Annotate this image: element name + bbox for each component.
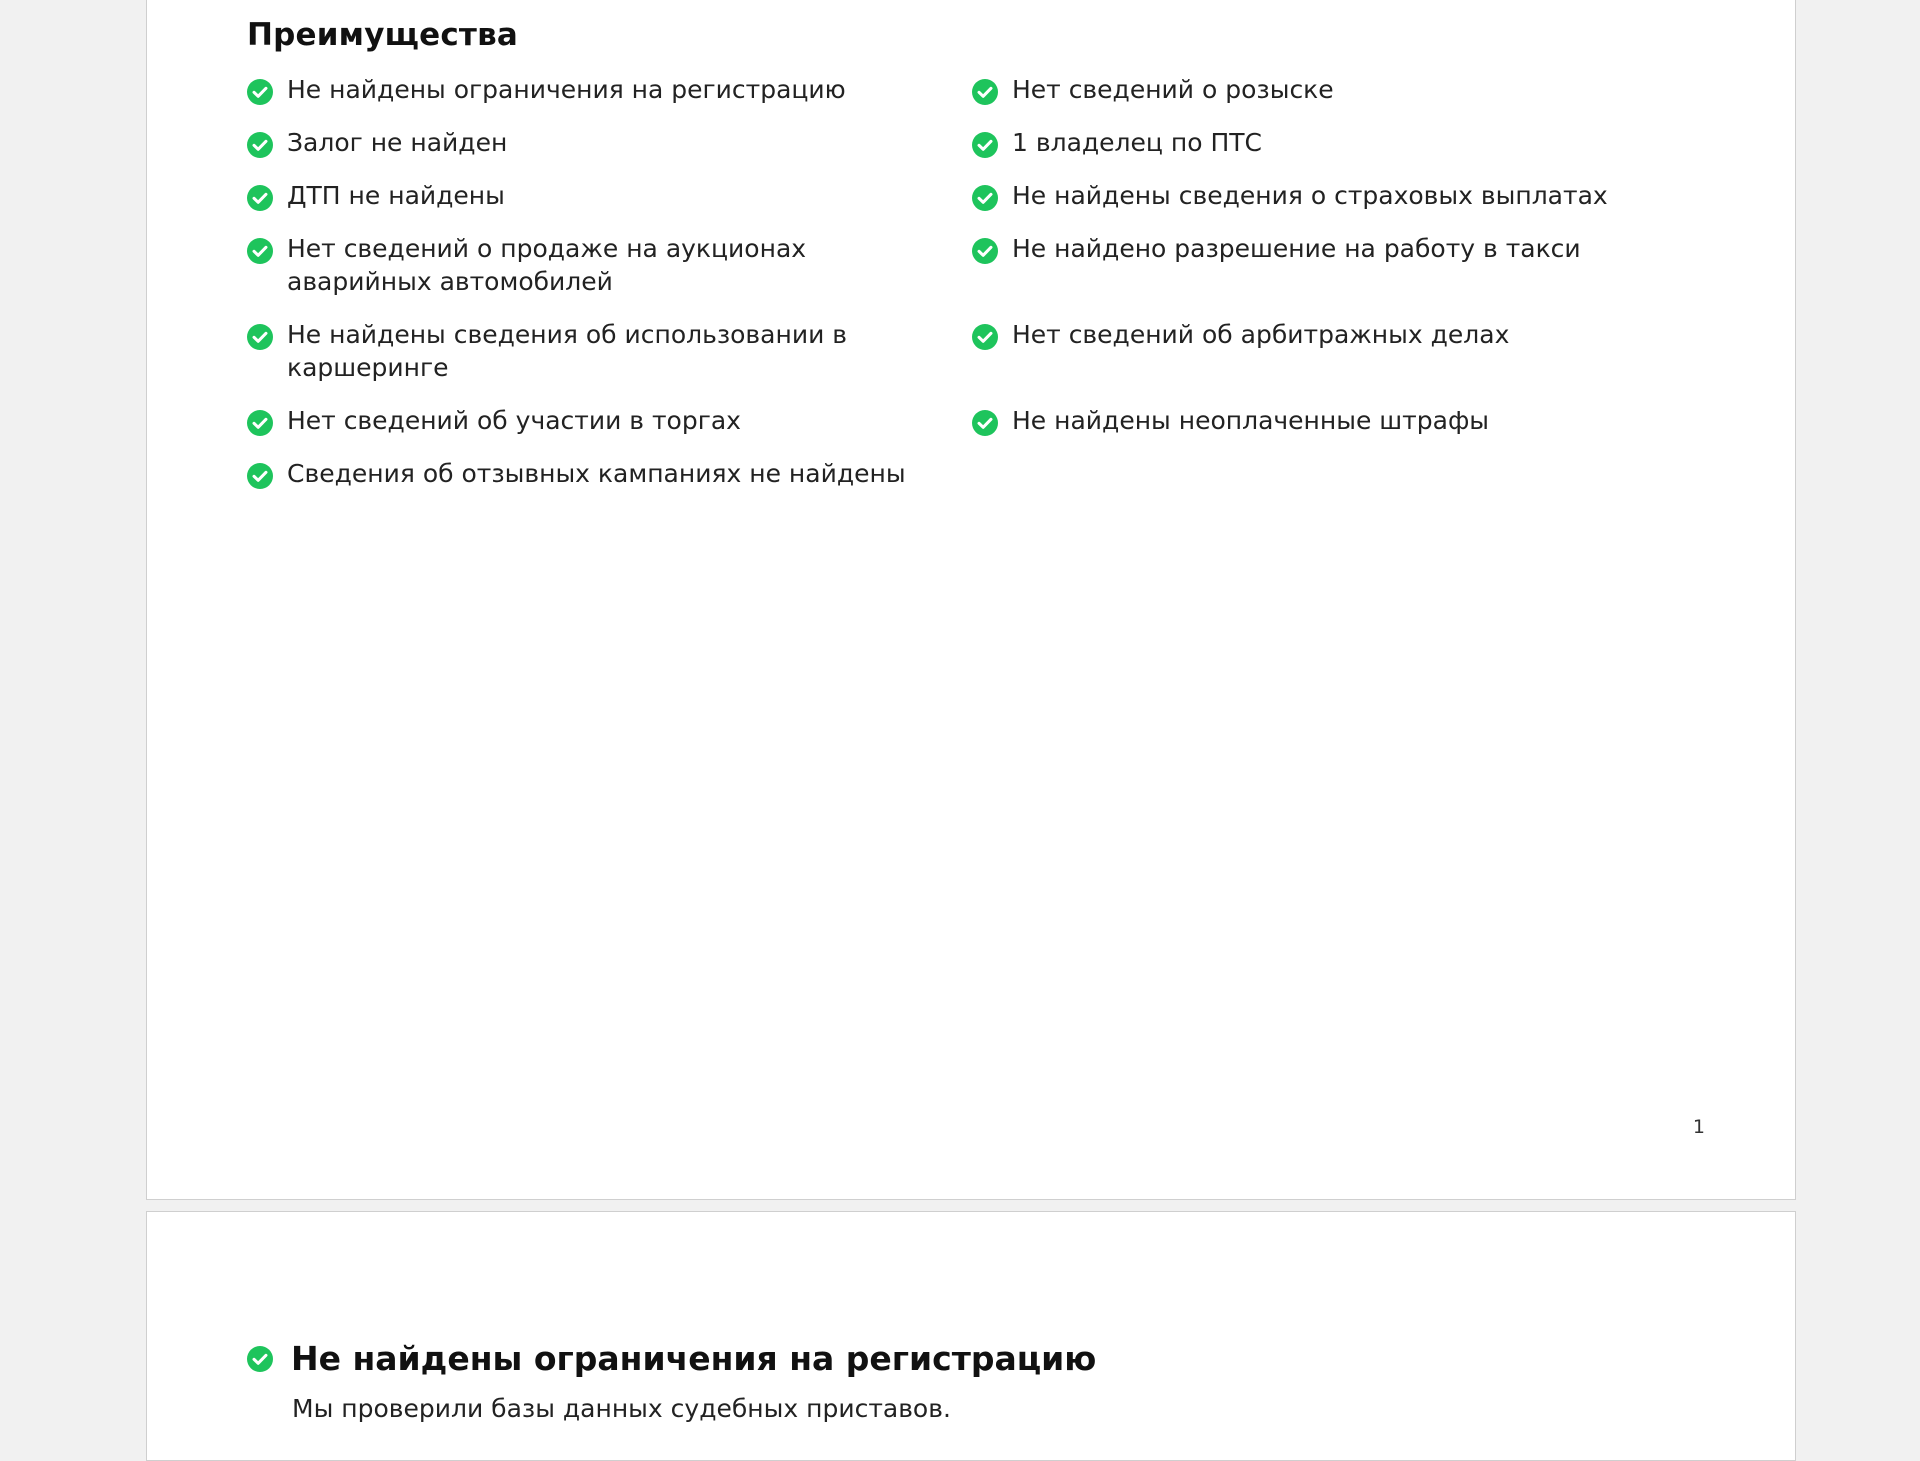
advantage-item bbox=[972, 179, 1682, 212]
advantage-text: Залог не найден bbox=[287, 128, 508, 157]
advantage-text: Нет сведений об арбитражных делах bbox=[1012, 320, 1510, 349]
check-circle-icon bbox=[247, 1346, 273, 1372]
advantage-item bbox=[972, 404, 1682, 437]
advantage-text: Не найдены сведения об использовании в каршеринге bbox=[287, 320, 848, 382]
check-circle-icon bbox=[972, 132, 998, 158]
check-circle-icon bbox=[247, 238, 273, 264]
advantage-text: Сведения об отзывных кампаниях не найдены bbox=[287, 459, 906, 488]
advantage-text: Не найдено разрешение на работу в такси bbox=[1012, 234, 1581, 263]
check-circle-icon bbox=[247, 410, 273, 436]
check-circle-icon bbox=[247, 463, 273, 489]
report-page-1 bbox=[146, 0, 1796, 1200]
advantage-text: Не найдены неоплаченные штрафы bbox=[1012, 406, 1490, 435]
check-circle-icon bbox=[972, 238, 998, 264]
advantage-text: 1 владелец по ПТС bbox=[1012, 128, 1262, 157]
advantages-title: Преимущества bbox=[247, 17, 519, 53]
advantage-item bbox=[247, 126, 957, 159]
advantage-item bbox=[972, 73, 1682, 106]
check-circle-icon bbox=[247, 324, 273, 350]
report-page-2 bbox=[146, 1211, 1796, 1461]
advantage-item bbox=[972, 126, 1682, 159]
advantage-item bbox=[247, 404, 957, 437]
advantage-text: Нет сведений о продаже на аукционах аварийных автомобилей bbox=[287, 234, 807, 296]
advantage-item bbox=[247, 318, 957, 384]
detail-description: Мы проверили базы данных судебных приставов. bbox=[292, 1394, 951, 1423]
advantages-right-column bbox=[972, 73, 1682, 457]
advantage-item bbox=[972, 318, 1682, 351]
check-circle-icon bbox=[247, 132, 273, 158]
advantage-item bbox=[247, 179, 957, 212]
advantage-item bbox=[247, 232, 957, 298]
advantage-text: Нет сведений о розыске bbox=[1012, 75, 1334, 104]
check-circle-icon bbox=[247, 185, 273, 211]
check-circle-icon bbox=[972, 185, 998, 211]
advantage-text: Не найдены сведения о страховых выплатах bbox=[1012, 181, 1608, 210]
advantage-item bbox=[972, 232, 1682, 265]
check-circle-icon bbox=[972, 324, 998, 350]
detail-heading-text: Не найдены ограничения на регистрацию bbox=[291, 1339, 1097, 1378]
check-circle-icon bbox=[972, 410, 998, 436]
check-circle-icon bbox=[247, 79, 273, 105]
detail-heading bbox=[247, 1339, 1096, 1378]
advantage-text: Нет сведений об участии в торгах bbox=[287, 406, 741, 435]
page-number: 1 bbox=[1692, 1116, 1705, 1138]
advantage-item bbox=[247, 73, 957, 106]
advantage-item bbox=[247, 457, 957, 490]
advantage-text: ДТП не найдены bbox=[287, 181, 505, 210]
advantage-text: Не найдены ограничения на регистрацию bbox=[287, 75, 846, 104]
check-circle-icon bbox=[972, 79, 998, 105]
advantages-left-column bbox=[247, 73, 957, 510]
